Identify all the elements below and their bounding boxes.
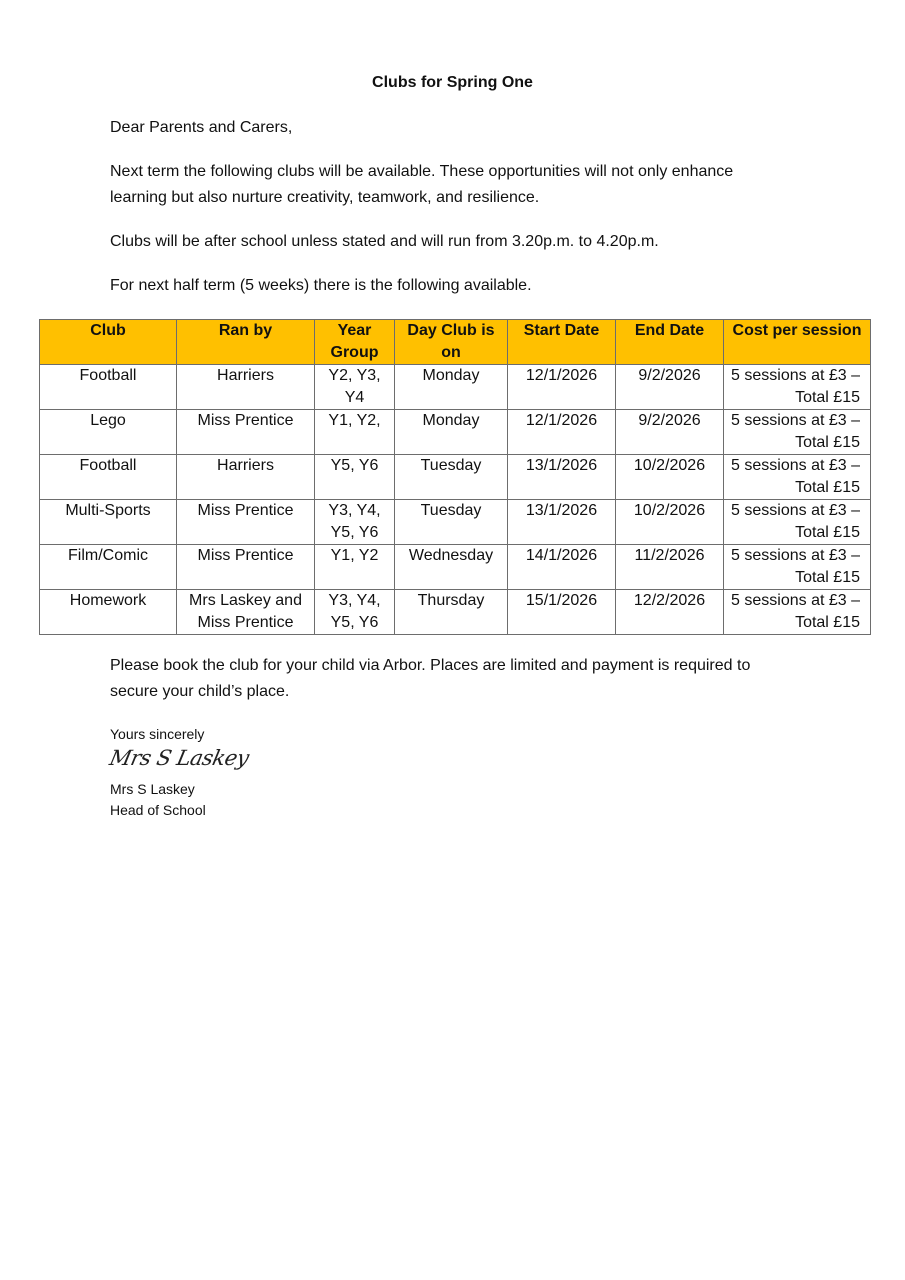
intro-paragraph: Next term the following clubs will be available. These opportunities will not only enhance learning but also nurture creativity, teamwork, and resilience.	[110, 163, 734, 206]
cell-day: Monday	[395, 365, 508, 410]
availability-paragraph: For next half term (5 weeks) there is the following available.	[110, 277, 532, 294]
booking-paragraph: Please book the club for your child via Arbor. Places are limited and payment is required to secure your child’s place.	[110, 657, 751, 700]
table-row	[40, 410, 871, 455]
cell-ran-by: Miss Prentice	[177, 410, 315, 455]
cell-cost: 5 sessions at £3 – Total £15	[724, 545, 871, 590]
cell-club: Homework	[40, 590, 177, 635]
cell-cost: 5 sessions at £3 – Total £15	[724, 410, 871, 455]
cell-start-date: 14/1/2026	[508, 545, 616, 590]
letter-title: Clubs for Spring One	[372, 74, 533, 91]
header-end-date: End Date	[616, 320, 724, 365]
signatory-role: Head of School	[110, 802, 206, 818]
cell-year-group: Y3, Y4, Y5, Y6	[315, 500, 395, 545]
cell-year-group: Y3, Y4, Y5, Y6	[315, 590, 395, 635]
cell-start-date: 15/1/2026	[508, 590, 616, 635]
cell-cost: 5 sessions at £3 – Total £15	[724, 365, 871, 410]
header-ran-by: Ran by	[177, 320, 315, 365]
cell-cost: 5 sessions at £3 – Total £15	[724, 455, 871, 500]
sign-off: Yours sincerely	[110, 726, 205, 742]
cell-day: Monday	[395, 410, 508, 455]
cell-year-group: Y1, Y2	[315, 545, 395, 590]
cell-ran-by: Miss Prentice	[177, 500, 315, 545]
cell-year-group: Y1, Y2,	[315, 410, 395, 455]
cell-end-date: 10/2/2026	[616, 455, 724, 500]
header-club: Club	[40, 320, 177, 365]
cell-club: Football	[40, 365, 177, 410]
header-cost: Cost per session	[724, 320, 871, 365]
table-row	[40, 500, 871, 545]
table-row	[40, 590, 871, 635]
cell-start-date: 12/1/2026	[508, 365, 616, 410]
cell-end-date: 9/2/2026	[616, 365, 724, 410]
cell-end-date: 11/2/2026	[616, 545, 724, 590]
cell-club: Lego	[40, 410, 177, 455]
cell-cost: 5 sessions at £3 – Total £15	[724, 590, 871, 635]
cell-day: Tuesday	[395, 500, 508, 545]
header-year-group: Year Group	[315, 320, 395, 365]
cell-year-group: Y2, Y3, Y4	[315, 365, 395, 410]
cell-end-date: 12/2/2026	[616, 590, 724, 635]
timing-paragraph: Clubs will be after school unless stated and will run from 3.20p.m. to 4.20p.m.	[110, 233, 659, 250]
table-row	[40, 455, 871, 500]
cell-start-date: 12/1/2026	[508, 410, 616, 455]
cell-end-date: 9/2/2026	[616, 410, 724, 455]
cell-club: Football	[40, 455, 177, 500]
clubs-table	[39, 319, 871, 635]
handwritten-signature: Mrs S Laskey	[107, 746, 251, 770]
cell-year-group: Y5, Y6	[315, 455, 395, 500]
cell-ran-by: Harriers	[177, 455, 315, 500]
header-day: Day Club is on	[395, 320, 508, 365]
cell-club: Multi-Sports	[40, 500, 177, 545]
cell-day: Wednesday	[395, 545, 508, 590]
signatory-name: Mrs S Laskey	[110, 781, 195, 797]
cell-end-date: 10/2/2026	[616, 500, 724, 545]
table-row	[40, 365, 871, 410]
cell-start-date: 13/1/2026	[508, 500, 616, 545]
cell-ran-by: Mrs Laskey and Miss Prentice	[177, 590, 315, 635]
cell-club: Film/Comic	[40, 545, 177, 590]
header-start-date: Start Date	[508, 320, 616, 365]
cell-day: Thursday	[395, 590, 508, 635]
table-header-row	[40, 320, 871, 365]
table-row	[40, 545, 871, 590]
greeting: Dear Parents and Carers,	[110, 119, 293, 136]
cell-cost: 5 sessions at £3 – Total £15	[724, 500, 871, 545]
cell-ran-by: Miss Prentice	[177, 545, 315, 590]
cell-start-date: 13/1/2026	[508, 455, 616, 500]
cell-day: Tuesday	[395, 455, 508, 500]
cell-ran-by: Harriers	[177, 365, 315, 410]
